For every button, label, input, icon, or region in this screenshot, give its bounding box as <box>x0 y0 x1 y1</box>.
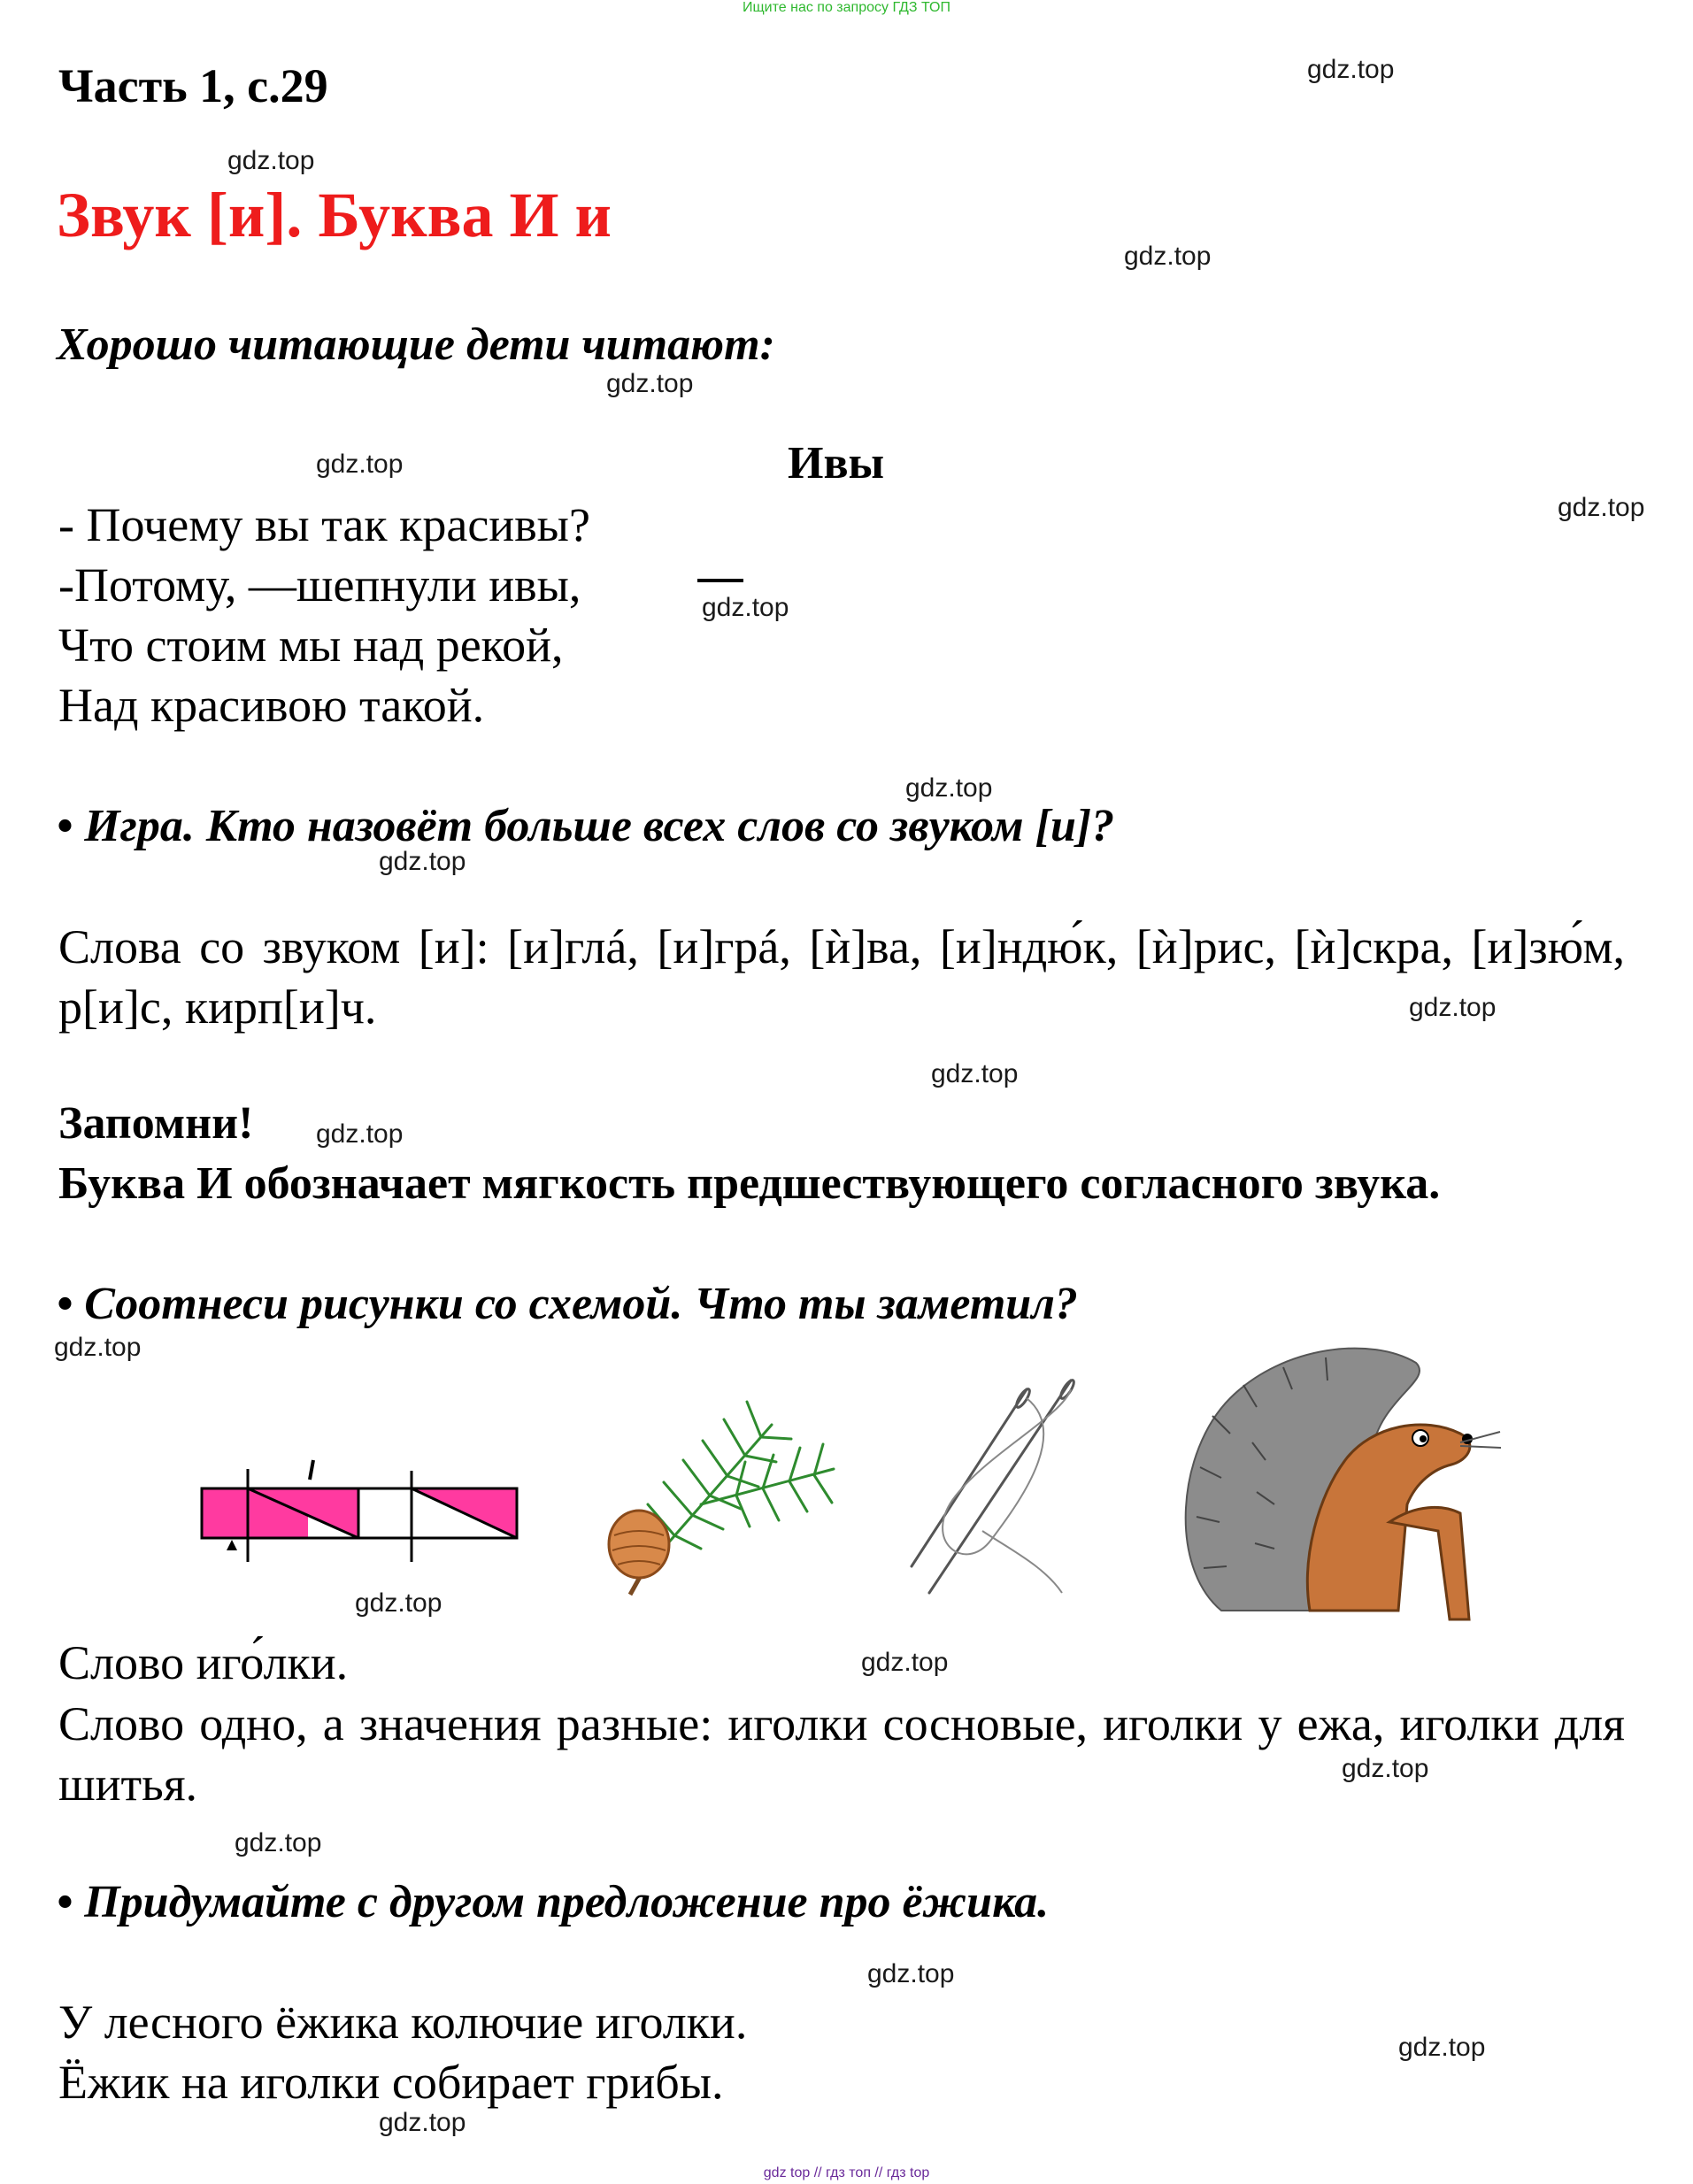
watermark: gdz.top <box>316 450 404 479</box>
poem-line: -Потому, —шепнули ивы, <box>58 558 581 611</box>
remember-heading: Запомни! <box>58 1098 254 1149</box>
invent-line: У лесного ёжика колючие иголки. <box>58 1996 748 2049</box>
watermark: gdz.top <box>379 2108 466 2137</box>
scheme-picture <box>195 1363 531 1584</box>
needles-picture <box>894 1363 1097 1602</box>
pine-branch-picture <box>595 1363 851 1602</box>
game-answer: Слова со звуком [и]: [и]глá, [и]грá, [ѝ]ва, [и]ндю́к, [ѝ]рис, [ѝ]скра, [и]зю́м, р[и]с, кирп[и]ч. <box>58 920 1625 1034</box>
poem-line: Над красивою такой. <box>58 679 485 732</box>
watermark: gdz.top <box>702 593 789 622</box>
watermark: gdz.top <box>1558 493 1645 522</box>
page-title: Звук [и]. Буква И и <box>57 180 612 250</box>
invent-heading: • Придумайте с другом предложение про ёжика. <box>57 1877 1050 1927</box>
watermark: gdz.top <box>379 847 466 876</box>
watermark: gdz.top <box>905 773 993 803</box>
watermark: gdz.top <box>606 369 694 398</box>
pine-cone <box>609 1511 669 1578</box>
watermark: gdz.top <box>1342 1754 1429 1783</box>
invent-line: Ёжик на иголки собирает грибы. <box>58 2056 724 2109</box>
hedgehog-picture <box>1168 1327 1504 1628</box>
watermark: gdz.top <box>227 146 315 175</box>
watermark: gdz.top <box>355 1588 442 1618</box>
poem-line: Что стоим мы над рекой, <box>58 619 564 672</box>
bottom-banner[interactable]: gdz top // гдз топ // гдз top <box>763 2165 930 2180</box>
poem-title: Ивы <box>788 438 885 488</box>
watermark: gdz.top <box>861 1648 949 1677</box>
reading-heading: Хорошо читающие дети читают: <box>57 319 775 370</box>
top-banner[interactable]: Ищите нас по запросу ГДЗ ТОП <box>743 0 950 15</box>
match-answer-1: Слово иго́лки. <box>58 1636 349 1689</box>
page-part: Часть 1, с.29 <box>58 59 328 112</box>
watermark: gdz.top <box>235 1828 322 1857</box>
watermark: gdz.top <box>1398 2033 1486 2062</box>
watermark: gdz.top <box>931 1059 1019 1088</box>
watermark: gdz.top <box>1307 55 1395 84</box>
watermark: gdz.top <box>867 1959 955 1988</box>
watermark: gdz.top <box>316 1119 404 1149</box>
watermark: gdz.top <box>1409 993 1497 1022</box>
match-answer-2: Слово одно, а значения разные: иголки сосновые, иголки у ежа, иголки для шитья. <box>58 1697 1625 1811</box>
stress-mark <box>310 1460 313 1480</box>
poem-line: - Почему вы так красивы? <box>58 498 590 551</box>
watermark: gdz.top <box>54 1333 142 1362</box>
dash-mark <box>697 579 743 582</box>
watermark: gdz.top <box>1124 242 1212 271</box>
match-heading: • Соотнеси рисунки со схемой. Что ты заметил? <box>57 1279 1078 1329</box>
game-heading: • Игра. Кто назовёт больше всех слов со звуком [и]? <box>57 801 1115 851</box>
remember-rule: Буква И обозначает мягкость предшествующего согласного звука. <box>58 1158 1441 1209</box>
